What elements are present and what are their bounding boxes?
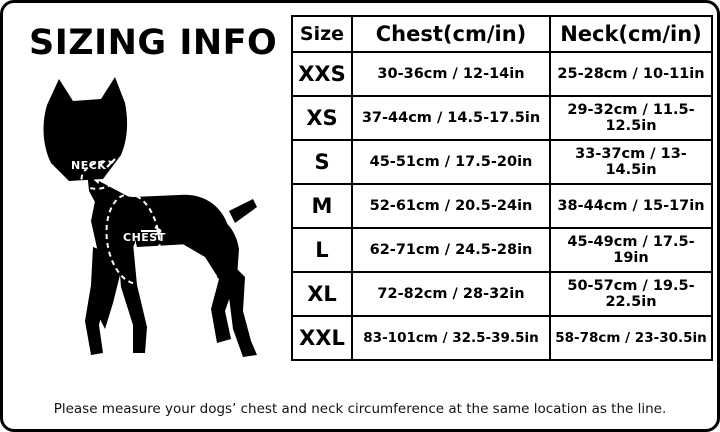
table-head [292, 16, 712, 52]
table-row [292, 316, 712, 360]
header-chest: Chest(cm/in) [352, 16, 550, 52]
cell-size: XXS [292, 52, 352, 96]
table-row [292, 140, 712, 184]
table-row [292, 52, 712, 96]
cell-chest: 37-44cm / 14.5-17.5in [352, 96, 550, 140]
table-row [292, 96, 712, 140]
cell-chest: 83-101cm / 32.5-39.5in [352, 316, 550, 360]
measurement-note: Please measure your dogs’ chest and neck circumference at the same location as the line. [53, 401, 667, 417]
dog-silhouette-icon [29, 71, 279, 371]
table-body [292, 52, 712, 360]
cell-chest: 72-82cm / 28-32in [352, 272, 550, 316]
cell-neck: 45-49cm / 17.5-19in [550, 228, 712, 272]
cell-neck: 33-37cm / 13-14.5in [550, 140, 712, 184]
cell-chest: 62-71cm / 24.5-28in [352, 228, 550, 272]
table-row [292, 272, 712, 316]
cell-size: XXL [292, 316, 352, 360]
cell-chest: 45-51cm / 17.5-20in [352, 140, 550, 184]
table-row [292, 228, 712, 272]
cell-neck: 50-57cm / 19.5-22.5in [550, 272, 712, 316]
dog-diagram [29, 71, 279, 371]
cell-neck: 25-28cm / 10-11in [550, 52, 712, 96]
cell-size: S [292, 140, 352, 184]
table-header-row [292, 16, 712, 52]
cell-size: XL [292, 272, 352, 316]
size-table-wrap [291, 15, 713, 361]
cell-chest: 52-61cm / 20.5-24in [352, 184, 550, 228]
card-content [15, 13, 705, 385]
left-column [15, 13, 287, 371]
cell-neck: 58-78cm / 23-30.5in [550, 316, 712, 360]
size-chart-table [291, 15, 713, 361]
chest-label: CHEST [123, 231, 166, 244]
cell-neck: 29-32cm / 11.5-12.5in [550, 96, 712, 140]
neck-label: NECK [71, 159, 107, 172]
cell-chest: 30-36cm / 12-14in [352, 52, 550, 96]
header-neck: Neck(cm/in) [550, 16, 712, 52]
cell-size: M [292, 184, 352, 228]
header-size: Size [292, 16, 352, 52]
cell-neck: 38-44cm / 15-17in [550, 184, 712, 228]
cell-size: XS [292, 96, 352, 140]
table-row [292, 184, 712, 228]
cell-size: L [292, 228, 352, 272]
page-title: SIZING INFO [29, 23, 278, 63]
